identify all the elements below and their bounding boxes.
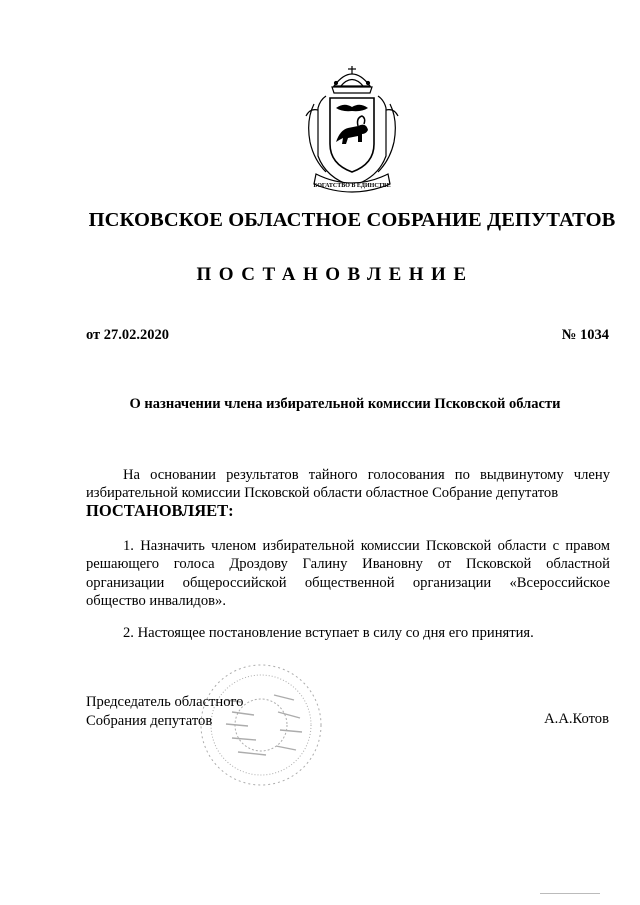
paragraph-preamble: На основании результатов тайного голосования по выдвинутому члену избирательной комиссии Псковской области областное Собрание депутатов	[86, 467, 610, 502]
document-type-heading: ПОСТАНОВЛЕНИЕ	[196, 264, 474, 285]
page-edge-mark	[540, 893, 600, 894]
signatory-position	[86, 693, 243, 730]
signatory-position-line1: Председатель областного	[86, 694, 244, 710]
signatory-position-line2: Собрания депутатов	[86, 712, 213, 729]
paragraph-clause-1: 1. Назначить членом избирательной комиссии Псковской области с правом решающего голоса Дроздову Галину Ивановну от Псковской областной организации общероссийской общественной организации «Всероссийское общество инвалидов».	[86, 538, 610, 609]
signatory-name: А.А.Котов	[544, 711, 609, 727]
emblem-motto: БОГАТСТВО В ЕДИНСТВЕ	[313, 183, 391, 189]
document-date: от 27.02.2020	[86, 327, 170, 343]
decree-word: ПОСТАНОВЛЯЕТ:	[86, 501, 234, 520]
document-number: № 1034	[561, 327, 609, 343]
organization-title: ПСКОВСКОЕ ОБЛАСТНОЕ СОБРАНИЕ ДЕПУТАТОВ	[88, 209, 616, 231]
pskov-coat-of-arms-icon	[296, 60, 408, 196]
paragraph-clause-2: 2. Настоящее постановление вступает в силу со дня его принятия.	[123, 625, 534, 641]
document-subject: О назначении члена избирательной комиссии Псковской области	[129, 396, 561, 412]
